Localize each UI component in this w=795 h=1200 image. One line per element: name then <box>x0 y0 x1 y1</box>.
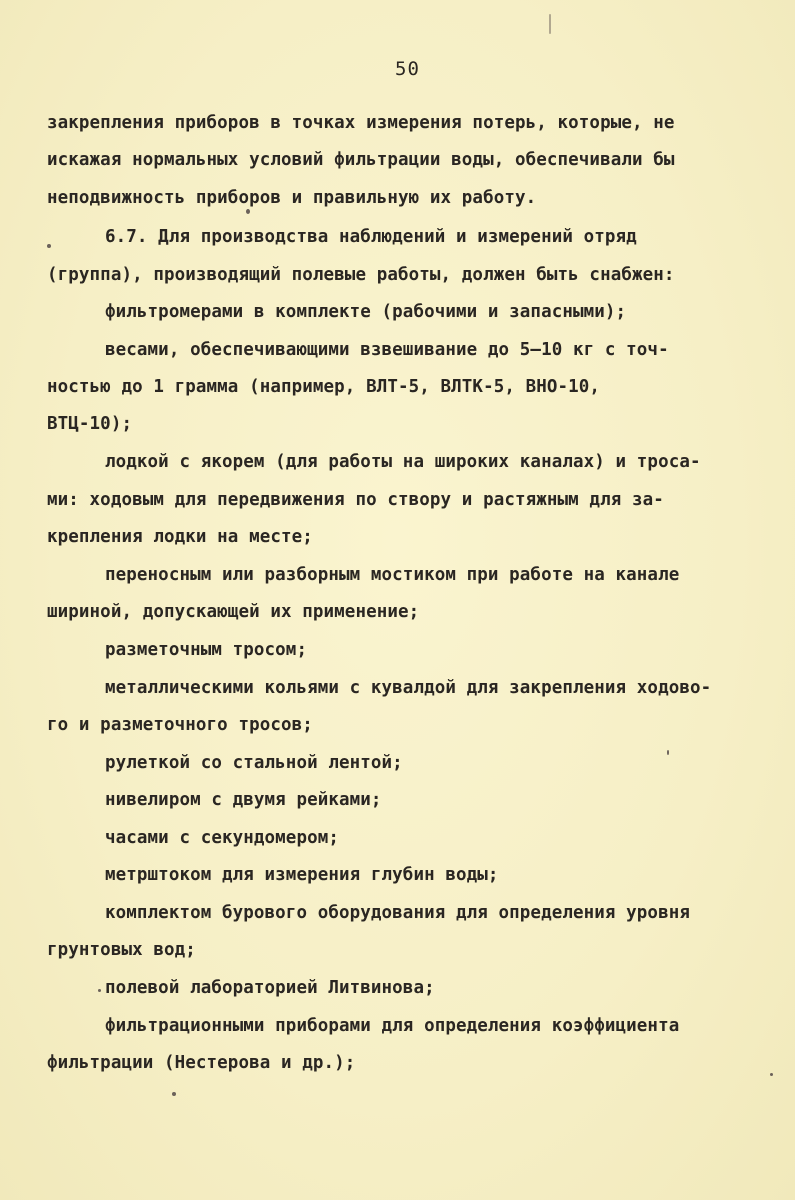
text-line-23: грунтовых вод; <box>47 940 196 960</box>
text-line-7: весами, обеспечивающими взвешивание до 5–10 кг с точ- <box>105 340 669 360</box>
text-line-20: часами с секундомером; <box>105 828 339 848</box>
text-line-4: 6.7. Для производства наблюдений и измерений отряд <box>105 227 637 247</box>
text-line-15: разметочным тросом; <box>105 640 308 660</box>
scan-speck <box>172 1092 176 1096</box>
text-line-1: закрепления приборов в точках измерения потерь, которые, не <box>47 113 675 133</box>
text-line-11: ми: ходовым для передвижения по створу и растяжным для за- <box>47 490 664 510</box>
text-line-18: рулеткой со стальной лентой; <box>105 753 403 773</box>
text-line-19: нивелиром с двумя рейками; <box>105 790 382 810</box>
text-line-22: комплектом бурового оборудования для определения уровня <box>105 903 690 923</box>
page-number: 50 <box>395 58 420 80</box>
text-line-10: лодкой с якорем (для работы на широких каналах) и троса- <box>105 452 701 472</box>
text-line-25: фильтрационными приборами для определения коэффициента <box>105 1016 680 1036</box>
text-line-12: крепления лодки на месте; <box>47 527 313 547</box>
scan-speck <box>667 750 669 755</box>
text-line-14: шириной, допускающей их применение; <box>47 602 420 622</box>
scan-speck <box>549 14 551 34</box>
text-line-24: полевой лабораторией Литвинова; <box>105 978 435 998</box>
text-line-26: фильтрации (Нестерова и др.); <box>47 1053 356 1073</box>
scan-speck <box>770 1073 773 1076</box>
text-line-16: металлическими кольями с кувалдой для закрепления ходово- <box>105 678 712 698</box>
text-line-21: метрштоком для измерения глубин воды; <box>105 865 499 885</box>
text-line-3: неподвижность приборов и правильную их работу. <box>47 188 537 208</box>
text-line-17: го и разметочного тросов; <box>47 715 313 735</box>
scan-speck <box>47 244 51 248</box>
scan-speck <box>246 209 250 214</box>
text-line-8: ностью до 1 грамма (например, ВЛТ-5, ВЛТК-5, ВНО-10, <box>47 377 601 397</box>
scan-speck <box>98 989 101 992</box>
text-line-9: ВТЦ-10); <box>47 414 133 434</box>
text-line-6: фильтромерами в комплекте (рабочими и запасными); <box>105 302 627 322</box>
text-line-13: переносным или разборным мостиком при работе на канале <box>105 565 680 585</box>
text-line-5: (группа), производящий полевые работы, должен быть снабжен: <box>47 265 675 285</box>
text-line-2: искажая нормальных условий фильтрации воды, обеспечивали бы <box>47 150 675 170</box>
